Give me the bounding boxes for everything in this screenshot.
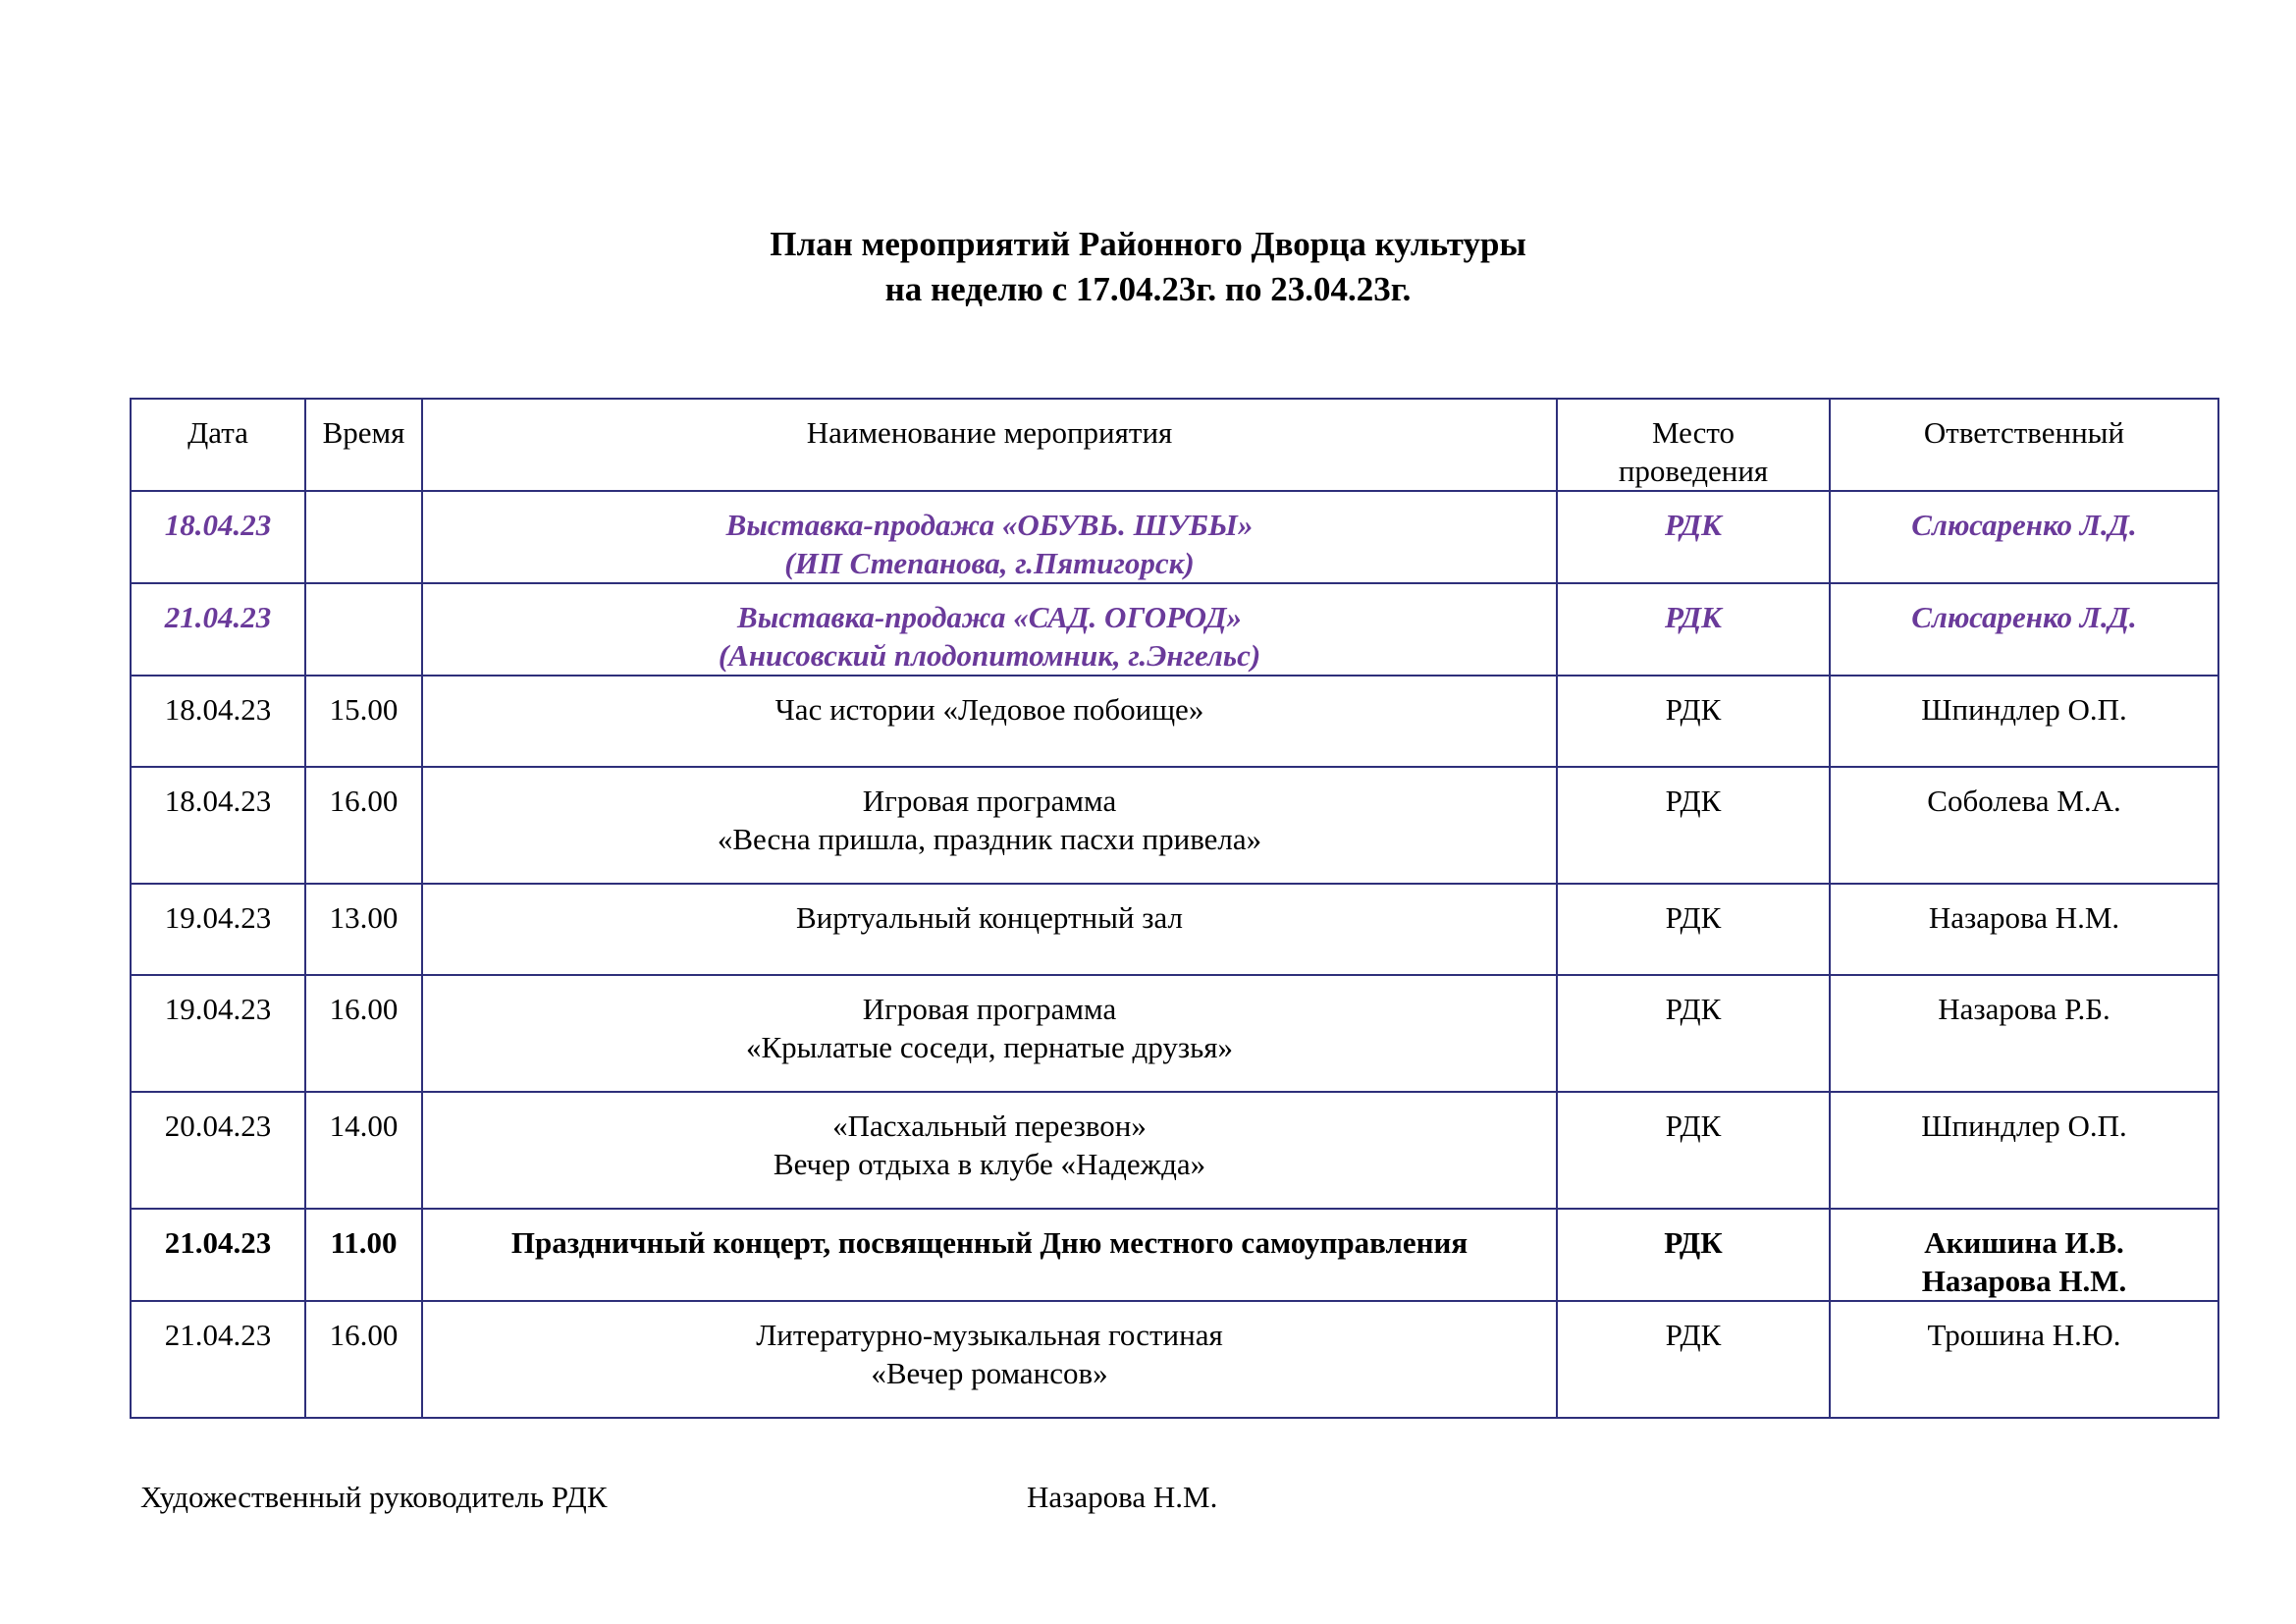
- table-header-row: [131, 399, 2218, 491]
- cell-responsible: [1830, 1092, 2218, 1209]
- cell-date: 21.04.23: [131, 583, 305, 676]
- cell-place: РДК: [1557, 1209, 1830, 1301]
- footer-position: Художественный руководитель РДК: [140, 1480, 608, 1514]
- cell-date: 18.04.23: [131, 676, 305, 767]
- col-header-place: [1557, 399, 1830, 491]
- cell-time: 15.00: [305, 676, 422, 767]
- cell-date: 18.04.23: [131, 491, 305, 583]
- cell-name-line-1: Литературно-музыкальная гостиная: [756, 1318, 1223, 1352]
- cell-place: РДК: [1557, 1301, 1830, 1418]
- cell-time: 14.00: [305, 1092, 422, 1209]
- cell-name-line-1: Праздничный концерт, посвященный Дню местного самоуправления: [510, 1225, 1468, 1260]
- cell-name: [422, 975, 1557, 1092]
- table-row: [131, 676, 2218, 767]
- cell-responsible-line-1: Трошина Н.Ю.: [1927, 1318, 2121, 1352]
- cell-name: [422, 1209, 1557, 1301]
- cell-responsible: [1830, 1209, 2218, 1301]
- title-line-2: на неделю с 17.04.23г. по 23.04.23г.: [884, 270, 1412, 308]
- cell-name-line-1: Час истории «Ледовое побоище»: [774, 692, 1204, 727]
- cell-responsible-line-1: Назарова Р.Б.: [1938, 992, 2110, 1026]
- cell-place: РДК: [1557, 676, 1830, 767]
- cell-name-line-2: (Анисовский плодопитомник, г.Энгельс): [718, 638, 1261, 673]
- cell-responsible-line-1: Шпиндлер О.П.: [1921, 1109, 2127, 1143]
- cell-time: [305, 491, 422, 583]
- col-header-place-line-2: проведения: [1618, 454, 1769, 488]
- cell-time: 11.00: [305, 1209, 422, 1301]
- cell-responsible: [1830, 975, 2218, 1092]
- table-row: [131, 1301, 2218, 1418]
- cell-responsible: [1830, 1301, 2218, 1418]
- cell-responsible-line-1: Шпиндлер О.П.: [1921, 692, 2127, 727]
- cell-time: 16.00: [305, 767, 422, 884]
- cell-place: РДК: [1557, 583, 1830, 676]
- cell-place: РДК: [1557, 767, 1830, 884]
- cell-place: РДК: [1557, 884, 1830, 975]
- cell-responsible-line-2: Назарова Н.М.: [1921, 1264, 2127, 1298]
- table-row: [131, 1092, 2218, 1209]
- cell-name-line-1: Выставка-продажа «ОБУВЬ. ШУБЫ»: [725, 508, 1254, 542]
- cell-name-line-1: Игровая программа: [862, 992, 1117, 1026]
- cell-name-line-1: Виртуальный концертный зал: [795, 900, 1184, 935]
- cell-date: 18.04.23: [131, 767, 305, 884]
- cell-place: РДК: [1557, 491, 1830, 583]
- table-row: [131, 1209, 2218, 1301]
- table-row: [131, 767, 2218, 884]
- cell-name: [422, 583, 1557, 676]
- cell-responsible: [1830, 583, 2218, 676]
- cell-responsible-line-1: Акишина И.В.: [1924, 1225, 2124, 1260]
- cell-name: [422, 884, 1557, 975]
- cell-date: 20.04.23: [131, 1092, 305, 1209]
- cell-name: [422, 491, 1557, 583]
- cell-responsible: [1830, 767, 2218, 884]
- cell-name-line-2: «Крылатые соседи, пернатые друзья»: [746, 1030, 1233, 1064]
- cell-name-line-1: Выставка-продажа «САД. ОГОРОД»: [737, 600, 1242, 634]
- cell-name-line-2: Вечер отдыха в клубе «Надежда»: [773, 1147, 1206, 1181]
- cell-name: [422, 1301, 1557, 1418]
- cell-date: 21.04.23: [131, 1301, 305, 1418]
- cell-responsible: [1830, 884, 2218, 975]
- cell-date: 19.04.23: [131, 975, 305, 1092]
- cell-time: 13.00: [305, 884, 422, 975]
- table-row: [131, 884, 2218, 975]
- cell-date: 21.04.23: [131, 1209, 305, 1301]
- cell-responsible-line-1: Соболева М.А.: [1927, 784, 2121, 818]
- cell-date: 19.04.23: [131, 884, 305, 975]
- footer-signatory: Назарова Н.М.: [1027, 1480, 1218, 1514]
- table-row: [131, 583, 2218, 676]
- cell-place: РДК: [1557, 1092, 1830, 1209]
- table-row: [131, 975, 2218, 1092]
- events-table: [130, 398, 2219, 1419]
- cell-responsible: [1830, 491, 2218, 583]
- col-header-date: Дата: [131, 399, 305, 491]
- cell-name-line-1: «Пасхальный перезвон»: [832, 1109, 1147, 1143]
- col-header-place-line-1: Место: [1651, 415, 1735, 450]
- col-header-name: Наименование мероприятия: [422, 399, 1557, 491]
- cell-name-line-1: Игровая программа: [862, 784, 1117, 818]
- cell-name-line-2: «Вечер романсов»: [871, 1356, 1108, 1390]
- cell-name: [422, 676, 1557, 767]
- cell-name-line-2: «Весна пришла, праздник пасхи привела»: [717, 822, 1262, 856]
- cell-responsible: [1830, 676, 2218, 767]
- cell-time: 16.00: [305, 975, 422, 1092]
- title-line-1: План мероприятий Районного Дворца культуры: [770, 225, 1526, 263]
- table-row: [131, 491, 2218, 583]
- cell-responsible-line-1: Слюсаренко Л.Д.: [1911, 600, 2137, 634]
- cell-time: 16.00: [305, 1301, 422, 1418]
- cell-name-line-2: (ИП Степанова, г.Пятигорск): [784, 546, 1195, 580]
- col-header-time: Время: [305, 399, 422, 491]
- cell-responsible-line-1: Слюсаренко Л.Д.: [1911, 508, 2137, 542]
- col-header-responsible: Ответственный: [1830, 399, 2218, 491]
- cell-time: [305, 583, 422, 676]
- cell-responsible-line-1: Назарова Н.М.: [1928, 900, 2120, 935]
- cell-place: РДК: [1557, 975, 1830, 1092]
- cell-name: [422, 767, 1557, 884]
- cell-name: [422, 1092, 1557, 1209]
- document-title: [0, 222, 2296, 312]
